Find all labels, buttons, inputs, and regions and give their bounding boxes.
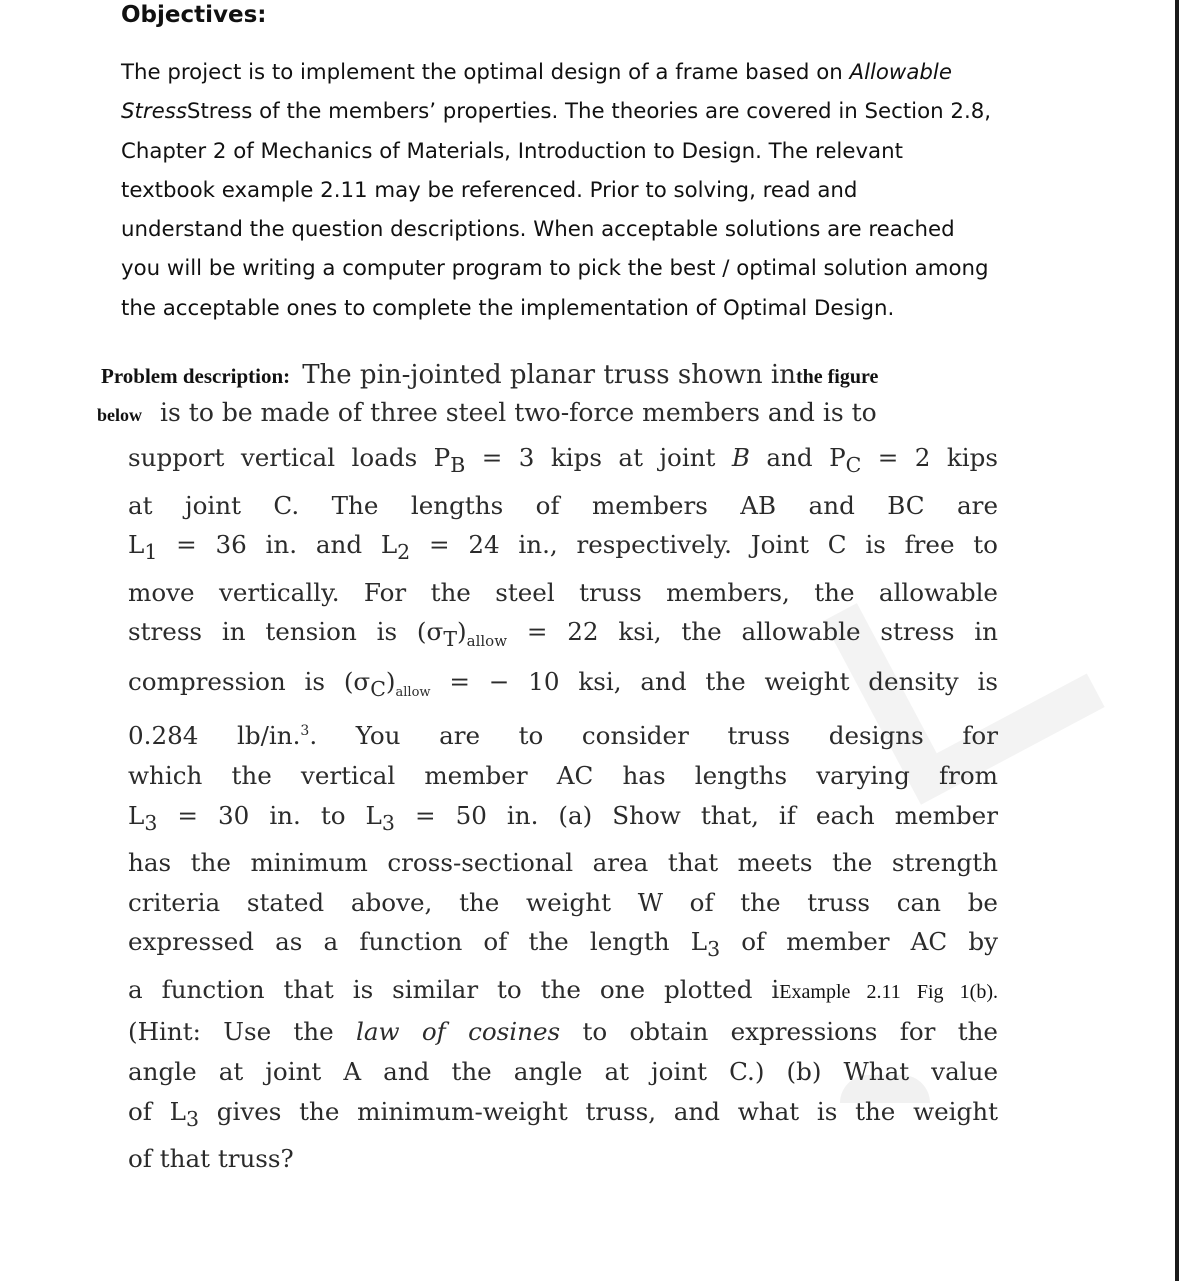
problem-line: at joint C. The lengths of members AB and BC are <box>128 490 998 520</box>
page-right-border <box>1175 0 1179 1281</box>
problem-below-row <box>97 398 877 427</box>
problem-line: support vertical loads $P_B = 3$ kips at joint B and $P_C = 2$ kips <box>128 443 999 477</box>
problem-line: a function that is similar to the one plotted iExample 2.11 Fig 1(b). <box>128 974 999 1004</box>
problem-line: of $L_3$ gives the minimum-weight truss, and what is the weight <box>128 1096 999 1131</box>
italic-term: law of cosines <box>356 1017 561 1047</box>
problem-line: $L_1 = 36$ in. and $L_2 = 24$ in., respectively. Joint C is free to <box>128 530 998 564</box>
objectives-line: The project is to implement the optimal design of a frame based on Allowable <box>121 60 952 85</box>
problem-lead-tail: the figure <box>795 366 879 388</box>
problem-line: has the minimum cross-sectional area that meets the strength <box>128 848 998 878</box>
problem-line: is to be made of three steel two-force members and is to <box>160 398 877 427</box>
problem-line: compression is $(\sigma_C)_{allow}$ = − 10 ksi, and the weight density is <box>128 666 998 701</box>
problem-line: of that truss? <box>128 1144 294 1174</box>
objectives-line: you will be writing a computer program to pick the best / optimal solution among <box>121 256 989 282</box>
italic-term: Allowable <box>849 60 952 85</box>
problem-line: (Hint: Use the law of cosines to obtain expressions for the <box>128 1017 998 1047</box>
objectives-line: understand the question descriptions. When acceptable solutions are reached <box>121 217 955 243</box>
objectives-heading: Objectives: <box>121 2 267 28</box>
problem-line: angle at joint A and the angle at joint C.) (b) What value <box>128 1056 998 1086</box>
problem-lead: The pin-jointed planar truss shown in <box>302 360 796 390</box>
objectives-line: the acceptable ones to complete the implementation of Optimal Design. <box>121 295 895 321</box>
below-label: below <box>97 405 142 425</box>
italic-term: Stress <box>121 99 187 125</box>
problem-line: move vertically. For the steel truss members, the allowable <box>128 577 998 607</box>
problem-label: Problem description: <box>101 364 291 388</box>
objectives-line: Chapter 2 of Mechanics of Materials, Introduction to Design. The relevant <box>121 138 903 164</box>
objectives-paragraph <box>121 53 1081 328</box>
problem-line: $L_3 = 30$ in. to $L_3 = 50$ in. (a) Show that, if each member <box>128 800 998 835</box>
objectives-line: textbook example 2.11 may be referenced. Prior to solving, read and <box>121 177 858 203</box>
problem-line: stress in tension is $(\sigma_T)_{allow} = 22$ ksi, the allowable stress in <box>128 617 998 652</box>
objectives-line: StressStress of the members’ properties. The theories are covered in Section 2.8, <box>121 99 992 125</box>
problem-heading-row <box>101 360 878 390</box>
figure-reference: Example 2.11 Fig 1(b). <box>779 980 999 1003</box>
problem-line: 0.284 lb/in.$^3$. You are to consider truss designs for <box>128 721 998 751</box>
problem-paragraph <box>128 438 998 1179</box>
problem-line: criteria stated above, the weight W of the truss can be <box>128 887 998 917</box>
problem-line: expressed as a function of the length $L_3$ of member AC by <box>128 927 998 962</box>
problem-line: which the vertical member AC has lengths varying from <box>128 760 998 790</box>
